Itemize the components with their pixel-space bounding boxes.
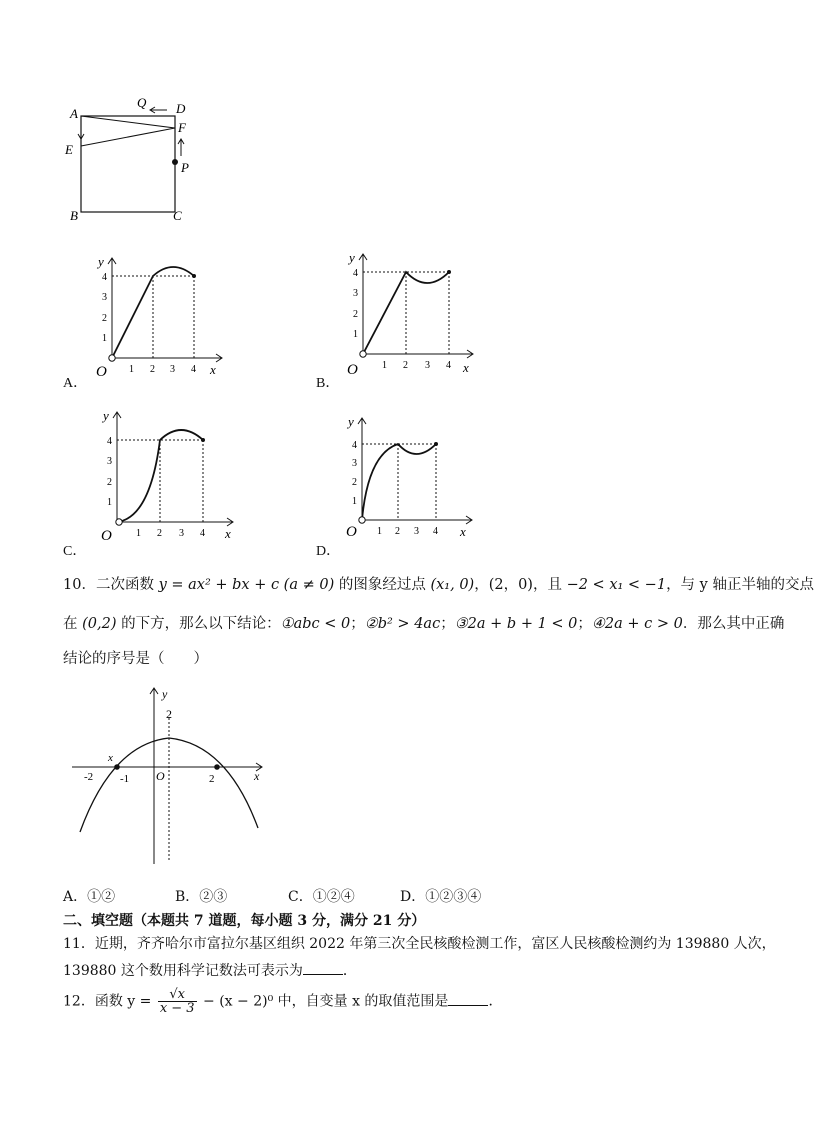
q12-prefix: 12．函数 y = (63, 993, 156, 1010)
label-f: F (178, 120, 186, 135)
tick-x: 3 (425, 360, 430, 371)
tick-y: 3 (352, 458, 357, 469)
tick-y: 4 (353, 268, 358, 279)
choice-b[interactable]: B．②③ (175, 889, 228, 905)
axis-y-label: y (98, 254, 104, 269)
axis-x-label: x (254, 769, 260, 783)
origin-label: O (347, 362, 358, 378)
tick-y: 1 (353, 329, 358, 340)
tick-y: 2 (107, 477, 112, 488)
tick-y: 2 (352, 477, 357, 488)
q10-text: ．那么其中正确 (682, 616, 785, 632)
option-b-label[interactable]: B． (316, 376, 340, 391)
q10-point1: (x₁, 0) (430, 577, 475, 593)
square-figure (55, 92, 205, 227)
tick-y: 1 (107, 497, 112, 508)
tick-x: 3 (414, 526, 419, 537)
q12-line (63, 988, 502, 1015)
tick-x: 4 (191, 364, 196, 375)
tick-y: 3 (107, 456, 112, 467)
q10-line3: 结论的序号是（ ） (63, 651, 208, 667)
label-q: Q (137, 95, 147, 110)
label-e: E (65, 142, 73, 157)
axis-x-label: x (225, 526, 231, 541)
section-2-heading: 二、填空题（本题共 7 道题，每小题 3 分，满分 21 分） (63, 913, 426, 929)
tick-y: 4 (352, 440, 357, 451)
tick-x: 1 (382, 360, 387, 371)
q10-function: y = ax² + bx + c (a ≠ 0) (158, 577, 335, 593)
choice-c[interactable]: C．①②④ (288, 889, 355, 905)
option-a-label[interactable]: A． (63, 376, 88, 391)
graph-option-a (90, 252, 230, 382)
tick-minus-1: -1 (120, 773, 130, 785)
tick-x: 2 (395, 526, 400, 537)
label-p: P (181, 160, 189, 175)
tick-x: 1 (129, 364, 134, 375)
label-d: D (176, 101, 186, 116)
tick-plus-2: 2 (209, 773, 215, 785)
q10-text: ，(2，0)，且 (474, 577, 567, 593)
axis-x-label: x (460, 524, 466, 539)
axis-y-label: y (162, 687, 168, 701)
tick-y: 4 (107, 436, 112, 447)
option-c-label[interactable]: C． (63, 544, 87, 559)
q12-fraction (158, 988, 197, 1015)
y-tick-2: 2 (166, 707, 172, 721)
q11-line2 (63, 962, 357, 978)
axis-y-label: y (349, 250, 355, 265)
point-p (172, 159, 178, 165)
q11-end: ． (342, 963, 357, 979)
q12-end: ． (488, 993, 503, 1010)
tick-minus-2: -2 (84, 771, 94, 783)
label-b: B (70, 208, 78, 223)
q12-text: − (x − 2)⁰ 中，自变量 x 的取值范围是 (198, 993, 449, 1010)
q10-inequality: −2 < x₁ < −1 (566, 577, 667, 593)
q10-text: 的下方，那么以下结论： (116, 616, 281, 632)
choice-a[interactable]: A．①② (63, 889, 116, 905)
q10-text: ，与 y 轴正半轴的交点 (666, 577, 814, 593)
label-c: C (173, 208, 182, 223)
origin-label: O (156, 769, 165, 783)
q10-conclusion-1: ①abc < 0 (280, 616, 351, 632)
tick-x: 2 (150, 364, 155, 375)
option-d-label[interactable]: D． (316, 544, 341, 559)
root-x1-label: x (108, 752, 113, 764)
axis-y-label: y (348, 414, 354, 429)
parabola-graph (72, 684, 272, 869)
tick-x: 4 (200, 528, 205, 539)
tick-y: 1 (102, 333, 107, 344)
origin-label: O (101, 528, 112, 544)
q12-answer-blank[interactable] (448, 993, 488, 1006)
tick-x: 3 (170, 364, 175, 375)
q12-denominator: x − 3 (159, 1001, 195, 1016)
q11-text: 139880 这个数用科学记数法可表示为 (63, 963, 303, 979)
q10-prefix: 10．二次函数 (63, 577, 159, 593)
tick-y: 1 (352, 496, 357, 507)
tick-x: 2 (157, 528, 162, 539)
origin-label: O (96, 364, 107, 380)
choice-d[interactable]: D．①②③④ (400, 889, 482, 905)
tick-y: 3 (353, 288, 358, 299)
tick-y: 4 (102, 272, 107, 283)
q11-answer-blank[interactable] (303, 962, 343, 975)
q11-line1: 11．近期，齐齐哈尔市富拉尔基区组织 2022 年第三次全民核酸检测工作，富区人民核酸检测约为 139880 人次， (63, 936, 776, 952)
tick-x: 1 (136, 528, 141, 539)
graph-option-b (341, 248, 481, 378)
tick-y: 2 (102, 313, 107, 324)
q10-conclusion-2: ②b² > 4ac (364, 616, 441, 632)
tick-x: 4 (446, 360, 451, 371)
tick-y: 2 (353, 309, 358, 320)
q12-numerator: √x (158, 988, 197, 1002)
origin-label: O (346, 524, 357, 540)
label-a: A (70, 106, 78, 121)
graph-option-d (340, 412, 480, 542)
q10-text: 在 (63, 616, 83, 632)
graph-option-c (95, 406, 240, 544)
tick-x: 4 (433, 526, 438, 537)
axis-x-label: x (463, 360, 469, 375)
q10-conclusion-3: ③2a + b + 1 < 0 (454, 616, 578, 632)
tick-x: 1 (377, 526, 382, 537)
axis-x-label: x (210, 362, 216, 377)
q10-text: 的图象经过点 (334, 577, 431, 593)
axis-y-label: y (103, 408, 109, 423)
q10-line1 (63, 578, 814, 593)
q10-conclusion-4: ④2a + c > 0 (591, 616, 683, 632)
tick-x: 2 (403, 360, 408, 371)
q10-line2: 在 (0,2) 的下方，那么以下结论：①abc < 0；②b² > 4ac；③2a + b + 1 < 0；④2a + c > 0．那么其中正确 (63, 616, 785, 632)
tick-x: 3 (179, 528, 184, 539)
tick-y: 3 (102, 292, 107, 303)
q10-point2: (0,2) (82, 616, 117, 632)
